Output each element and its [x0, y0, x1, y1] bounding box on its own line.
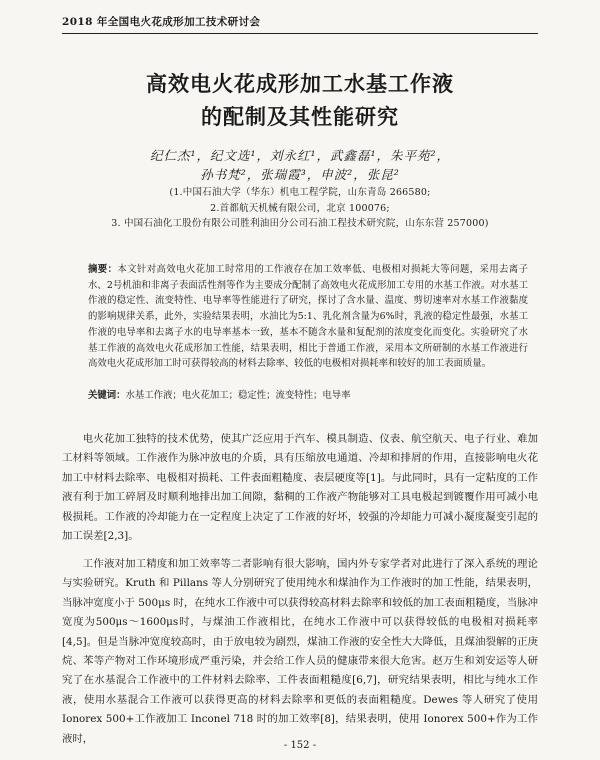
running-header: 2018 年全国电火花成形加工技术研讨会: [62, 14, 538, 34]
authors-line-2: 孙书梵²，张瑞霞³，申波²，张昆²: [200, 167, 400, 182]
keywords-text: 水基工作液；电火花加工；稳定性；流变特性；电导率: [125, 390, 351, 401]
authors-line-1: 纪仁杰¹，纪文选¹，刘永红¹，武鑫磊¹，朱平苑²，: [149, 148, 451, 163]
keywords-label: 关键词：: [88, 390, 126, 401]
affiliation-3: 3. 中国石油化工股份有限公司胜利油田分公司石油工程技术研究院，山东东营 257000): [111, 218, 489, 229]
affiliation-1: (1.中国石油大学（华东）机电工程学院，山东青岛 266580;: [169, 187, 431, 198]
body-paragraph-2: 工作液对加工精度和加工效率等二者影响有很大影响，国内外专家学者对此进行了深入系统的理论与实验研究。Kruth 和 Pillans 等人分别研究了使用纯水和煤油作为工作液时的加工性能，结果表明，当脉冲宽度小于 500μs 时，在纯水工作液中可以获得较高材料去除率和较低的加工表面粗糙度，当脉冲宽度为500μs～1600μs时，与煤油工作液相比，在纯水工作液中可以获得较低的电极相对损耗率[4,5]。但是当脉冲宽度较高时，由于放电较为剧烈，煤油工作液的安全性大大降低，且煤油裂解的正庚烷、苯等产物对工作环境形成严重污染，并会给工作人员的健康带来很大危害。赵万生和刘安运等人研究了在水基混合工作液中的工件材料去除率、工件表面粗糙度[6,7]，研究结果表明，相比与纯水工作液，使用水基混合工作液可以获得更高的材料去除率和更低的表面粗糙度。Dewes 等人研究了使用 Ionorex 500+工作液加工 Inconel 718 时的加工效率[8]，结果表明，使用 Ionorex 500+作为工作液时，: [62, 558, 538, 745]
paper-title-line-2: 的配制及其性能研究: [201, 105, 399, 129]
page-number: - 152 -: [283, 740, 317, 751]
abstract: [88, 262, 528, 372]
abstract-text: 本文针对高效电火花加工时常用的工作液存在加工效率低、电极相对损耗大等问题，采用去离子水、2号机油和非离子表面活性剂等作为主要成分配制了高效电火花成形加工专用的水基工作液。对水基工作液的稳定性、流变特性、电导率等性能进行了研究，探讨了含水量、温度、剪切速率对水基工作液黏度的影响规律关系，此外，实验结果表明，水油比为5:1、乳化剂含量为6%时，乳液的稳定性最强，水基工作液的电导率和去离子水的电导率基本一致，基本不随含水量和复配剂的浓度变化而变化。实验研究了水基工作液的高效电火花成形加工性能，结果表明，相比于普通工作液，采用本文所研制的水基工作液进行高效电火花成形加工时可获得较高的材料去除率、较低的电极相对损耗率和较好的加工表面质量。: [88, 264, 528, 370]
body-paragraph-1: 电火花加工独特的技术优势，使其广泛应用于汽车、模具制造、仪表、航空航天、电子行业、难加工材料等领域。工作液作为脉冲放电的介质，具有压缩放电通道、冷却和排屑的作用，直接影响电火花加工中材料去除率、电极相对损耗、工件表面粗糙度、表层硬度等[1]。与此同时，具有一定粘度的工作液有利于加工碎屑及时顺利地排出加工间隙，黏稠的工作液产物能够对工具电极起到镀覆作用可减小电极损耗。工作液的冷却能力在一定程度上决定了工作液的好坏，较强的冷却能力可减小凝度凝变引起的加工误差[2,3]。: [62, 433, 538, 543]
paper-title-line-1: 高效电火花成形加工水基工作液: [146, 72, 454, 96]
affiliation-2: 2.首都航天机械有限公司，北京 100076;: [210, 203, 390, 214]
keywords: [88, 388, 528, 403]
abstract-label: 摘要：: [88, 264, 118, 275]
